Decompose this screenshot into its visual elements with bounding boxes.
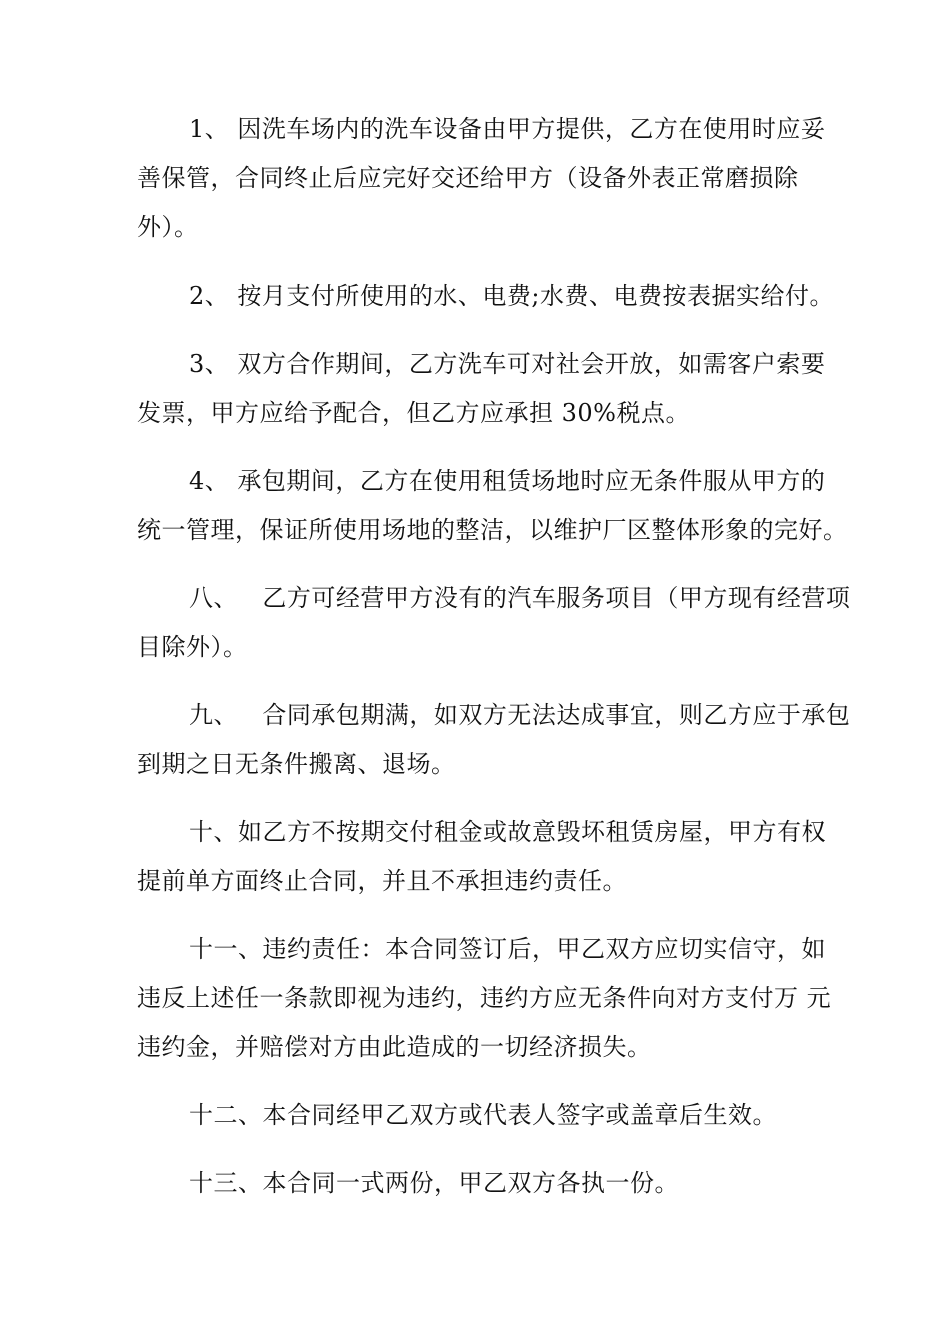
clause-3-line-2: 发票，甲方应给予配合，但乙方应承担 30%税点。 (137, 399, 690, 427)
clause-2-line-1: 2、 按月支付所使用的水、电费;水费、电费按表据实给付。 (189, 282, 834, 310)
clause-9-line-1: 九、 合同承包期满，如双方无法达成事宜，则乙方应于承包 (189, 701, 851, 729)
clause-9-line-2: 到期之日无条件搬离、退场。 (137, 750, 456, 778)
clause-12-line-1: 十二、本合同经甲乙双方或代表人签字或盖章后生效。 (189, 1101, 777, 1129)
clause-11-line-2: 违反上述任一条款即视为违约，违约方应无条件向对方支付万 元 (137, 984, 832, 1012)
clause-1-line-1: 1、 因洗车场内的洗车设备由甲方提供，乙方在使用时应妥 (189, 115, 826, 143)
clause-8-line-2: 目除外）。 (137, 633, 248, 661)
clause-11-line-1: 十一、违约责任：本合同签订后，甲乙双方应切实信守，如 (189, 935, 826, 963)
clause-11-line-3: 违约金，并赔偿对方由此造成的一切经济损失。 (137, 1033, 652, 1061)
clause-1-line-3: 外）。 (137, 213, 199, 241)
clause-3-line-1: 3、 双方合作期间，乙方洗车可对社会开放，如需客户索要 (189, 350, 826, 378)
clause-1-line-2: 善保管，合同终止后应完好交还给甲方（设备外表正常磨损除 (137, 164, 799, 192)
clause-4-line-1: 4、 承包期间，乙方在使用租赁场地时应无条件服从甲方的 (189, 467, 826, 495)
clause-13-line-1: 十三、本合同一式两份，甲乙双方各执一份。 (189, 1169, 679, 1197)
clause-8-line-1: 八、 乙方可经营甲方没有的汽车服务项目（甲方现有经营项 (189, 584, 851, 612)
clause-10-line-1: 十、如乙方不按期交付租金或故意毁坏租赁房屋，甲方有权 (189, 818, 826, 846)
clause-10-line-2: 提前单方面终止合同，并且不承担违约责任。 (137, 867, 627, 895)
clause-4-line-2: 统一管理，保证所使用场地的整洁，以维护厂区整体形象的完好。 (137, 516, 848, 544)
